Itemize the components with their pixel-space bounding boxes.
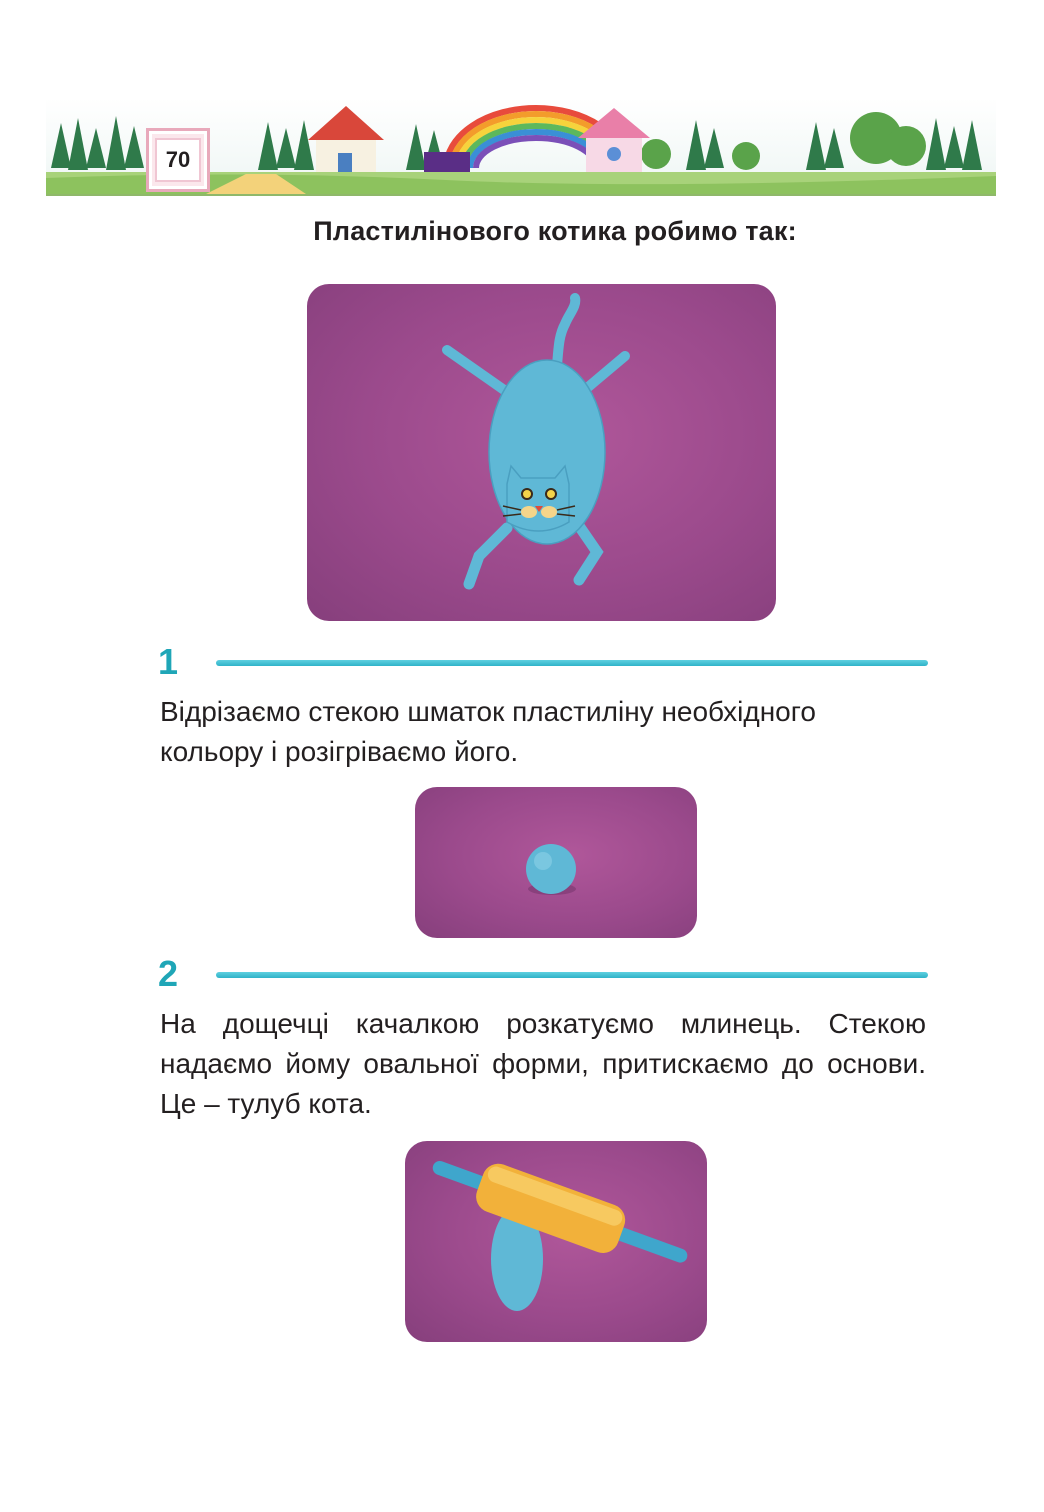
step-1-header xyxy=(158,642,928,682)
step-number: 1 xyxy=(158,641,179,682)
cat-figure-photo-art xyxy=(307,284,776,621)
step-divider xyxy=(216,972,928,978)
step-divider xyxy=(216,660,928,666)
cat-figure-photo xyxy=(307,284,776,621)
piano-icon xyxy=(424,152,470,172)
rolling-pin-photo-art xyxy=(405,1141,707,1342)
page-title: Пластилінового котика робимо так: xyxy=(313,216,797,246)
page-number: 70 xyxy=(155,138,201,182)
step-2-text: На дощечці качалкою розкатуємо млинець. Стекою надаємо йому овальної форми, притискаємо до основи. Це – тулуб кота. xyxy=(160,1008,926,1119)
step-1-text: Відрізаємо стекою шматок пластиліну необхідного кольору і розігріваємо його. xyxy=(160,696,816,767)
page-number-frame xyxy=(146,128,210,192)
plasticine-ball-photo-art xyxy=(415,787,697,938)
step-number: 2 xyxy=(158,953,179,994)
rolling-pin-photo xyxy=(405,1141,707,1342)
step-2-header xyxy=(158,954,928,994)
plasticine-ball-photo xyxy=(415,787,697,938)
